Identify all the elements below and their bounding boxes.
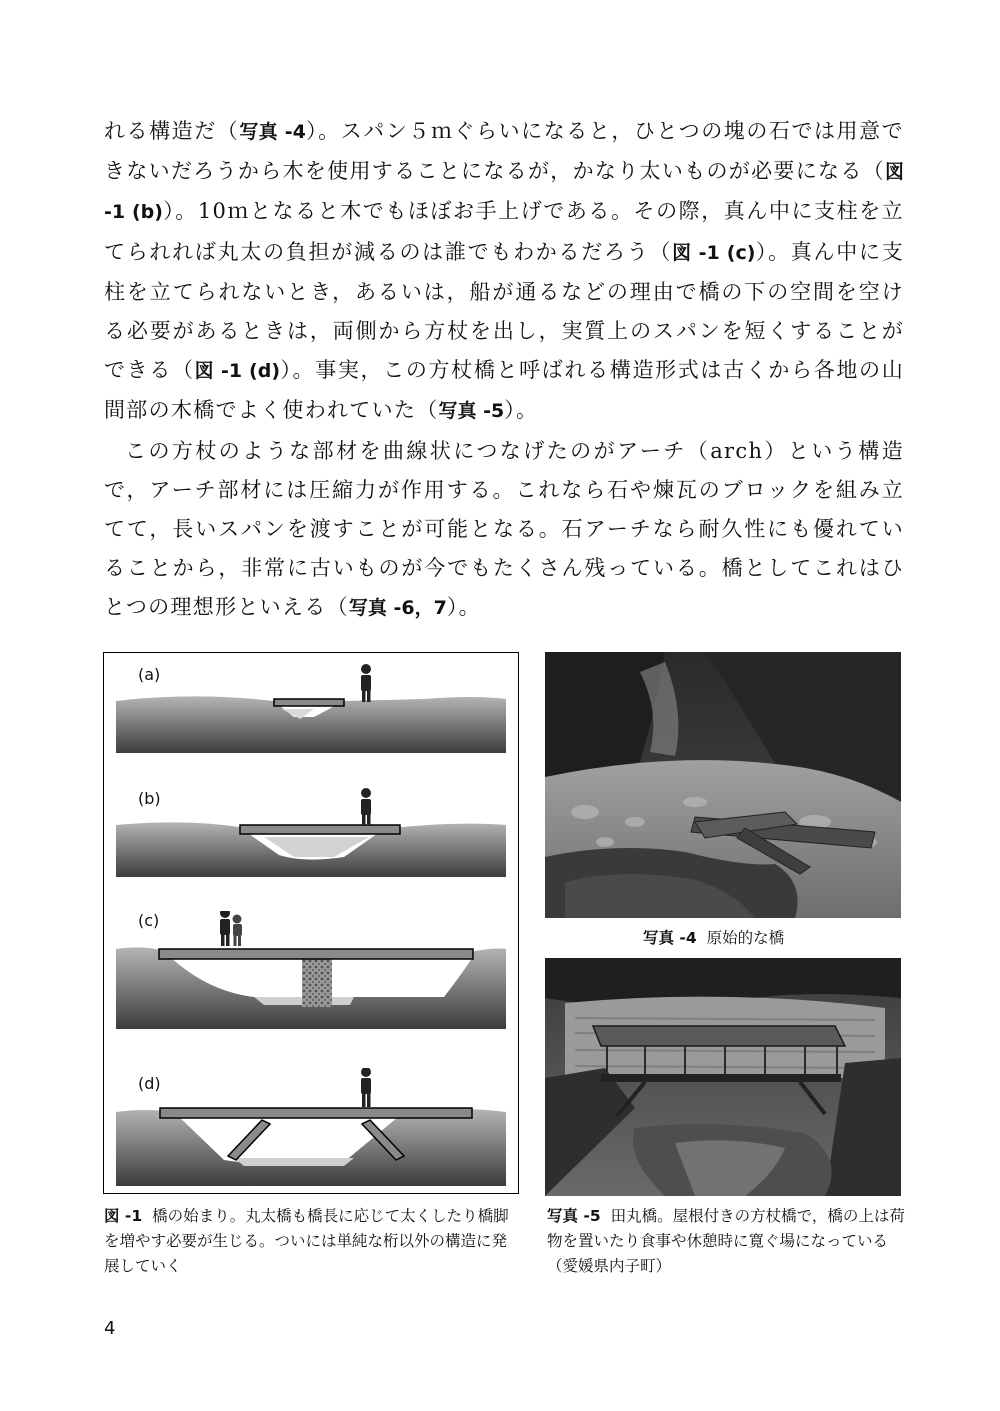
figure-reference: 写真 -4	[239, 121, 306, 143]
photo-4-caption	[643, 926, 903, 951]
photo-5-caption-number: 写真 -5	[547, 1207, 601, 1225]
panel-label-a: (a)	[138, 665, 161, 684]
figure-1-caption-text: 橋の始まり。丸太橋も橋長に応じて太くしたり橋脚を増やす必要が生じる。ついには単純な桁以外の構造に発展していく	[104, 1207, 509, 1275]
figure-reference: 図 -1 (c)	[672, 241, 756, 264]
page-number: 4	[104, 1318, 116, 1339]
body-text	[104, 112, 904, 629]
text-run: ）。スパン５ｍぐらいになると，ひとつの塊の石では用意できないだろうから木を使用することになるが，かなり太いものが必要になる（	[104, 119, 904, 184]
figure-1-caption-number: 図 -1	[104, 1207, 143, 1225]
text-run: れる構造だ（	[104, 119, 240, 143]
panel-label-c: (c)	[138, 911, 160, 930]
text-run: この方杖のような部材を曲線状につなげたのがアーチ（arch）という構造で，アーチ部材には圧縮力が作用する。これなら石や煉瓦のブロックを組み立てて，長いスパンを渡すことが可能となる。石アーチなら耐久性にも優れていることから，非常に古いものが今でもたくさん残っている。橋としてこれはひとつの理想形といえる（	[104, 438, 904, 620]
photo-5-caption-text: 田丸橋。屋根付きの方杖橋で，橋の上は荷物を置いたり食事や休憩時に寛ぐ場になっている（愛媛県内子町）	[547, 1207, 905, 1275]
person-icon	[361, 664, 371, 702]
person-icon	[220, 911, 230, 946]
paragraph-2	[104, 432, 904, 629]
figure-reference: 図 -1 (b)	[104, 161, 904, 224]
paragraph-1	[104, 112, 904, 432]
text-run: ）。10ｍとなると木でもほぼお手上げである。その際，真ん中に支柱を立てられれば丸太の負担が減るのは誰でもわかるだろう（	[104, 199, 904, 264]
text-run: ）。	[504, 398, 539, 423]
figure-reference: 写真 -5	[438, 400, 505, 423]
stone-pier	[302, 959, 332, 1007]
panel-label-d: (d)	[138, 1074, 161, 1093]
panel-label-b: (b)	[138, 789, 161, 808]
text-run: ）。真ん中に支柱を立てられないとき，あるいは，船が通るなどの理由で橋の下の空間を空ける必要があるときは，両側から方杖を出し，実質上のスパンを短くすることができる（	[104, 239, 904, 383]
text-run: ）。事実，この方杖橋と呼ばれる構造形式は古くから各地の山間部の木橋でよく使われていた（	[104, 358, 904, 423]
water-d	[234, 1158, 354, 1166]
person-icon	[361, 1068, 371, 1107]
diagram-panel-b	[104, 785, 520, 920]
photo-4-caption-text: 原始的な橋	[706, 929, 785, 947]
child-icon	[233, 915, 243, 947]
log-beam-a	[274, 699, 344, 706]
figure-reference: 図 -1 (d)	[194, 360, 281, 383]
figure-1-diagram	[103, 652, 519, 1194]
diagram-panel-d	[104, 1068, 520, 1193]
diagram-panel-c	[104, 911, 520, 1041]
photo-4-caption-number: 写真 -4	[643, 929, 697, 947]
log-beam-b	[240, 825, 400, 834]
photo-4-primitive-bridge	[545, 652, 901, 918]
log-beam-d	[160, 1108, 472, 1118]
person-icon	[361, 788, 371, 826]
photo-5-tamaru-bridge	[545, 958, 901, 1196]
diagram-panel-a	[104, 661, 520, 796]
text-run: ）。	[446, 595, 481, 620]
figure-1-caption	[104, 1204, 522, 1279]
photo-5-caption	[547, 1204, 905, 1279]
figure-reference: 写真 -6，7	[348, 597, 447, 620]
log-beam-c	[159, 949, 473, 959]
